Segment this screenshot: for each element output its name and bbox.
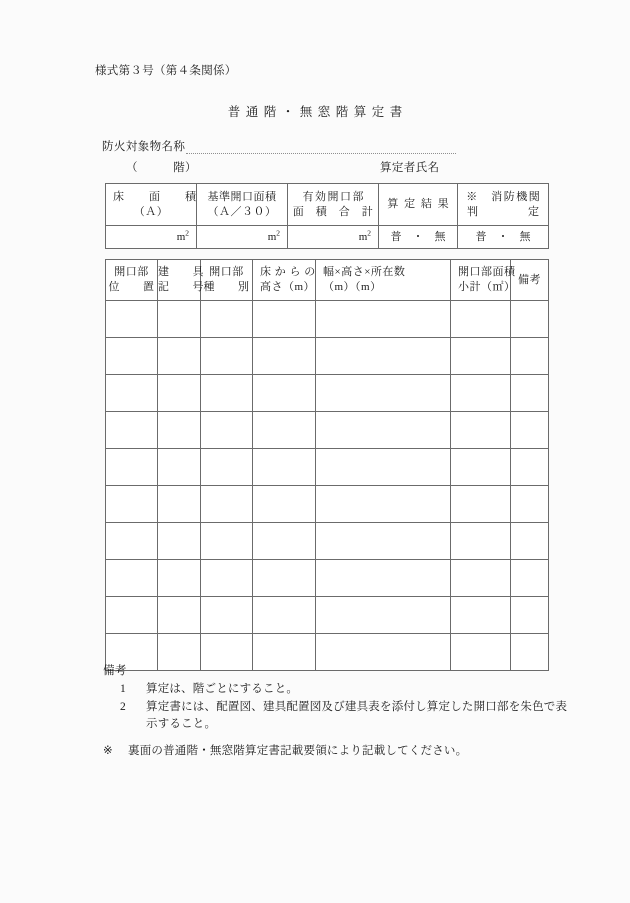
- table-row: [106, 301, 549, 338]
- table-row: [106, 338, 549, 375]
- summary-value-standard-opening-area[interactable]: [197, 226, 288, 249]
- table-cell[interactable]: [253, 301, 316, 338]
- table-cell[interactable]: [106, 338, 158, 375]
- building-name-field: [102, 136, 522, 152]
- table-cell[interactable]: [511, 375, 549, 412]
- detail-header-opening-area-subtotal: 開口部面積 小計（㎡）: [451, 260, 511, 301]
- table-cell[interactable]: [316, 338, 451, 375]
- table-cell[interactable]: [451, 375, 511, 412]
- unit-square-meter: $m^2$: [267, 227, 280, 243]
- note-text: 算定は、階ごとにすること。: [146, 682, 299, 695]
- table-cell[interactable]: [201, 301, 253, 338]
- table-cell[interactable]: [316, 486, 451, 523]
- table-cell[interactable]: [253, 560, 316, 597]
- table-cell[interactable]: [158, 560, 201, 597]
- table-cell[interactable]: [106, 597, 158, 634]
- table-row: [106, 486, 549, 523]
- summary-value-result-choice[interactable]: 普 ・ 無: [379, 226, 458, 249]
- table-cell[interactable]: [106, 523, 158, 560]
- detail-header-remarks: 備考: [511, 260, 549, 301]
- summary-value-effective-opening-total[interactable]: [288, 226, 379, 249]
- table-cell[interactable]: [201, 597, 253, 634]
- note-item: [120, 681, 573, 699]
- table-row: [106, 375, 549, 412]
- table-cell[interactable]: [451, 301, 511, 338]
- table-cell[interactable]: [253, 412, 316, 449]
- table-row: [106, 560, 549, 597]
- summary-header-fire-dept-judgement: ※ 消防機関 判 定: [458, 184, 549, 226]
- table-row: [106, 597, 549, 634]
- note-continuation: 示すること。: [146, 718, 217, 731]
- table-cell[interactable]: [253, 597, 316, 634]
- detail-header-width-height-count: 幅×高さ×所在数 （m）（m）: [316, 260, 451, 301]
- assessor-label: 算定者氏名: [380, 162, 440, 174]
- table-cell[interactable]: [158, 301, 201, 338]
- table-cell[interactable]: [106, 375, 158, 412]
- table-cell[interactable]: [201, 523, 253, 560]
- table-cell[interactable]: [158, 523, 201, 560]
- table-cell[interactable]: [451, 412, 511, 449]
- table-cell[interactable]: [201, 449, 253, 486]
- table-cell[interactable]: [201, 375, 253, 412]
- table-cell[interactable]: [451, 486, 511, 523]
- unit-square-meter: $m^2$: [176, 227, 189, 243]
- detail-header-height-from-floor: 床 か ら の 高さ（m）: [253, 260, 316, 301]
- table-cell[interactable]: [253, 523, 316, 560]
- opening-detail-table: [105, 259, 549, 671]
- note-number: 1: [120, 682, 126, 695]
- table-cell[interactable]: [316, 597, 451, 634]
- building-name-dotted-line[interactable]: [186, 140, 456, 154]
- note-star-text: 裏面の普通階・無窓階算定書記載要領により記載してください。: [128, 745, 468, 758]
- summary-header-result: 算 定 結 果: [379, 184, 458, 226]
- table-cell[interactable]: [316, 375, 451, 412]
- note-text: 算定書には、配置図、建具配置図及び建具表を添付し算定した開口部を朱色で表: [146, 700, 568, 713]
- table-cell[interactable]: [158, 449, 201, 486]
- notes-title: 備考: [103, 665, 127, 677]
- table-row: [106, 523, 549, 560]
- table-cell[interactable]: [201, 486, 253, 523]
- table-cell[interactable]: [511, 301, 549, 338]
- table-cell[interactable]: [451, 597, 511, 634]
- detail-header-fitting-symbol: 建 具 記 号: [158, 260, 201, 301]
- detail-header-opening-position: 開口部 位 置: [106, 260, 158, 301]
- table-cell[interactable]: [253, 449, 316, 486]
- table-cell[interactable]: [316, 523, 451, 560]
- table-cell[interactable]: [511, 412, 549, 449]
- table-cell[interactable]: [106, 449, 158, 486]
- table-cell[interactable]: [511, 560, 549, 597]
- form-number: 様式第３号（第４条関係）: [95, 65, 237, 77]
- table-cell[interactable]: [511, 597, 549, 634]
- table-cell[interactable]: [316, 449, 451, 486]
- table-cell[interactable]: [511, 449, 549, 486]
- summary-value-row: [106, 226, 549, 249]
- table-cell[interactable]: [253, 338, 316, 375]
- table-cell[interactable]: [316, 301, 451, 338]
- table-cell[interactable]: [106, 301, 158, 338]
- floor-and-assessor-line: [102, 159, 542, 177]
- table-cell[interactable]: [316, 560, 451, 597]
- table-cell[interactable]: [158, 412, 201, 449]
- note-number: 2: [120, 700, 126, 713]
- summary-value-judgement-choice[interactable]: 普 ・ 無: [458, 226, 549, 249]
- table-cell[interactable]: [201, 412, 253, 449]
- summary-table: [105, 183, 549, 249]
- unit-square-meter: $m^2$: [358, 227, 371, 243]
- table-cell[interactable]: [158, 597, 201, 634]
- table-row: [106, 412, 549, 449]
- table-cell[interactable]: [253, 486, 316, 523]
- floor-input[interactable]: （ 階）: [126, 162, 197, 174]
- table-cell[interactable]: [511, 338, 549, 375]
- detail-header-row: [106, 260, 549, 301]
- summary-header-row: [106, 184, 549, 226]
- table-cell[interactable]: [316, 412, 451, 449]
- table-cell[interactable]: [451, 338, 511, 375]
- table-cell[interactable]: [106, 412, 158, 449]
- table-cell[interactable]: [201, 560, 253, 597]
- table-cell[interactable]: [158, 338, 201, 375]
- summary-header-standard-opening-area: 基準開口面積 （Ａ／３０）: [197, 184, 288, 226]
- table-cell[interactable]: [106, 486, 158, 523]
- note-item: [120, 699, 573, 717]
- page-title: 普通階・無窓階算定書: [227, 105, 408, 119]
- table-cell[interactable]: [253, 375, 316, 412]
- table-row: [106, 449, 549, 486]
- summary-header-effective-opening-total: 有効開口部 面 積 合 計: [288, 184, 379, 226]
- building-name-label: 防火対象物名称: [102, 141, 186, 153]
- summary-value-floor-area[interactable]: [106, 226, 197, 249]
- note-star-item: [103, 743, 573, 761]
- table-cell[interactable]: [511, 523, 549, 560]
- judgement-subline: 判 定: [467, 205, 539, 218]
- table-cell[interactable]: [451, 523, 511, 560]
- detail-header-opening-type: 開口部 種 別: [201, 260, 253, 301]
- table-cell[interactable]: [158, 486, 201, 523]
- notes-section: [103, 663, 573, 761]
- table-cell[interactable]: [106, 560, 158, 597]
- table-cell[interactable]: [451, 560, 511, 597]
- table-cell[interactable]: [451, 449, 511, 486]
- table-cell[interactable]: [511, 486, 549, 523]
- asterisk-icon: ※: [103, 745, 113, 758]
- summary-header-floor-area: 床 面 積 （Ａ）: [106, 184, 197, 226]
- table-cell[interactable]: [201, 338, 253, 375]
- table-cell[interactable]: [158, 375, 201, 412]
